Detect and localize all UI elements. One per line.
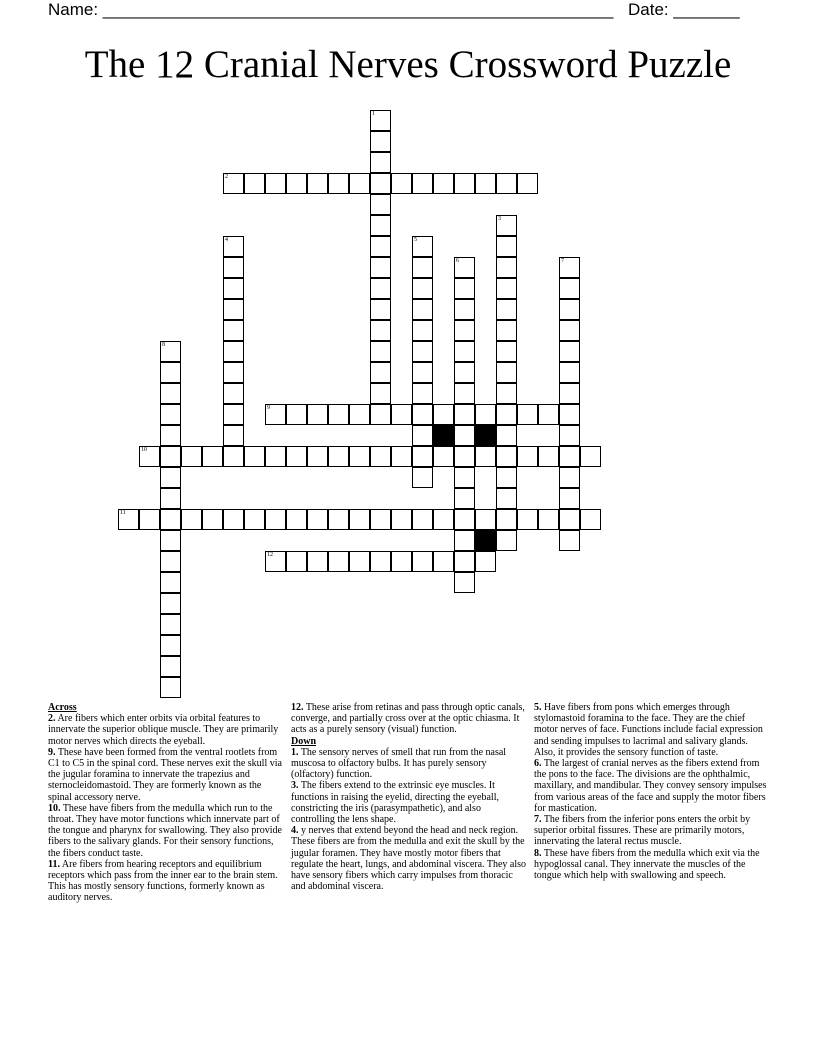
black-cell	[475, 425, 496, 446]
clue-number: 5	[414, 237, 417, 243]
crossword-cell[interactable]	[496, 173, 517, 194]
crossword-cell[interactable]	[496, 383, 517, 404]
crossword-cell[interactable]	[349, 551, 370, 572]
crossword-cell[interactable]	[223, 383, 244, 404]
crossword-cell[interactable]	[370, 152, 391, 173]
crossword-cell[interactable]	[412, 509, 433, 530]
crossword-cell[interactable]	[412, 383, 433, 404]
crossword-cell[interactable]	[307, 404, 328, 425]
crossword-cell[interactable]	[370, 551, 391, 572]
crossword-cell[interactable]	[370, 257, 391, 278]
clue-number: 3	[498, 216, 501, 222]
crossword-cell[interactable]	[412, 299, 433, 320]
crossword-cell[interactable]	[370, 320, 391, 341]
clue-down-7: 7. The fibers from the inferior pons enters the orbit by superior orbital fissures. These are primarily motors, innervating the lateral rectus muscle.	[534, 814, 751, 848]
crossword-cell[interactable]	[412, 467, 433, 488]
crossword-cell[interactable]	[391, 173, 412, 194]
crossword-cell[interactable]	[454, 404, 475, 425]
crossword-cell[interactable]	[559, 509, 580, 530]
crossword-cell[interactable]	[412, 278, 433, 299]
crossword-cell[interactable]	[370, 383, 391, 404]
crossword-cell[interactable]	[517, 509, 538, 530]
crossword-cell[interactable]	[349, 509, 370, 530]
clue-across-9: 9. These have been formed from the ventral rootlets from C1 to C5 in the spinal cord. These nerves exit the skull via the jugular foramina to innervate the trapezius and sternocleidomastoid. They are formerly known as the spinal accessory nerve.	[48, 746, 282, 803]
crossword-cell[interactable]	[454, 551, 475, 572]
crossword-cell[interactable]	[412, 236, 433, 257]
crossword-cell[interactable]	[223, 257, 244, 278]
crossword-cell[interactable]	[496, 530, 517, 551]
clue-across-2: 2. Are fibers which enter orbits via orbital features to innervate the superior oblique muscle. They are primarily motor nerves which directs the eyeball.	[48, 713, 279, 747]
crossword-cell[interactable]	[496, 425, 517, 446]
crossword-cell[interactable]	[412, 425, 433, 446]
crossword-cell[interactable]	[223, 299, 244, 320]
crossword-cell[interactable]	[559, 341, 580, 362]
crossword-cell[interactable]	[370, 173, 391, 194]
crossword-cell[interactable]	[370, 509, 391, 530]
crossword-cell[interactable]	[580, 446, 601, 467]
clue-down-5: 5. Have fibers from pons which emerges through stylomastoid foramina to the face. They are the chief motor nerves of face. Functions include facial expression and sending impulses to lacrimal and salivary glands. Also, it provides the sensory function of taste.	[534, 702, 763, 758]
crossword-cell[interactable]	[454, 362, 475, 383]
crossword-cell[interactable]	[160, 635, 181, 656]
crossword-cell[interactable]	[391, 404, 412, 425]
crossword-cell[interactable]	[181, 509, 202, 530]
clue-number: 6	[456, 258, 459, 264]
crossword-cell[interactable]	[223, 509, 244, 530]
crossword-cell[interactable]	[118, 509, 139, 530]
crossword-cell[interactable]	[454, 488, 475, 509]
crossword-cell[interactable]	[517, 173, 538, 194]
crossword-cell[interactable]	[559, 530, 580, 551]
crossword-cell[interactable]	[160, 383, 181, 404]
clue-number: 7	[561, 258, 564, 264]
clue-down-8: 8. These have fibers from the medulla which exit via the hypoglossal canal. They innervate the muscles of the tongue which help with swallowing and speech.	[534, 847, 760, 882]
crossword-cell[interactable]	[307, 446, 328, 467]
crossword-cell[interactable]	[454, 299, 475, 320]
crossword-cell[interactable]	[370, 446, 391, 467]
crossword-cell[interactable]	[454, 446, 475, 467]
crossword-cell[interactable]	[475, 551, 496, 572]
crossword-cell[interactable]	[223, 404, 244, 425]
crossword-cell[interactable]	[517, 446, 538, 467]
crossword-cell[interactable]	[433, 446, 454, 467]
crossword-cell[interactable]	[433, 551, 454, 572]
crossword-cell[interactable]	[559, 299, 580, 320]
crossword-cell[interactable]	[559, 257, 580, 278]
crossword-cell[interactable]	[349, 404, 370, 425]
crossword-cell[interactable]	[160, 656, 181, 677]
crossword-cell[interactable]	[286, 173, 307, 194]
clue-number: 12	[267, 552, 273, 558]
clue-down-6: 6. The largest of cranial nerves as the fibers extend from the pons to the face. The divisions are the ophthalmic, maxillary, and mandibular. They convey sensory impulses from various areas of the face and supply the motor fibers for mastication.	[534, 758, 767, 814]
crossword-cell[interactable]	[454, 257, 475, 278]
crossword-cell[interactable]	[370, 341, 391, 362]
clue-across-11: 11. Are fibers from hearing receptors and equilibrium receptors which pass from the inner ear to the brain stem. This has mostly sensory functions, formerly known as auditory nerves.	[48, 858, 278, 904]
clue-across-12: 12. These arise from retinas and pass through optic canals, converge, and partially cross over at the optic chiasma. It acts as a purely sensory (visual) function.	[291, 702, 525, 736]
crossword-cell[interactable]	[433, 509, 454, 530]
crossword-cell[interactable]	[223, 362, 244, 383]
crossword-cell[interactable]	[412, 341, 433, 362]
crossword-cell[interactable]	[307, 551, 328, 572]
clues-column-3	[534, 702, 770, 881]
crossword-cell[interactable]	[223, 278, 244, 299]
crossword-cell[interactable]	[223, 425, 244, 446]
crossword-cell[interactable]	[286, 446, 307, 467]
crossword-cell[interactable]	[559, 278, 580, 299]
crossword-cell[interactable]	[496, 236, 517, 257]
crossword-cell[interactable]	[559, 404, 580, 425]
crossword-cell[interactable]	[412, 404, 433, 425]
crossword-cell[interactable]	[265, 173, 286, 194]
crossword-cell[interactable]	[349, 173, 370, 194]
crossword-cell[interactable]	[370, 278, 391, 299]
crossword-cell[interactable]	[454, 383, 475, 404]
crossword-cell[interactable]	[496, 320, 517, 341]
crossword-cell[interactable]	[223, 173, 244, 194]
crossword-cell[interactable]	[496, 215, 517, 236]
crossword-cell[interactable]	[160, 362, 181, 383]
crossword-cell[interactable]	[307, 173, 328, 194]
crossword-cell[interactable]	[160, 551, 181, 572]
crossword-cell[interactable]	[160, 572, 181, 593]
crossword-cell[interactable]	[496, 446, 517, 467]
crossword-cell[interactable]	[496, 278, 517, 299]
crossword-cell[interactable]	[328, 404, 349, 425]
clue-number: 4	[225, 237, 228, 243]
crossword-cell[interactable]	[580, 509, 601, 530]
clue-down-3: 3. The fibers extend to the extrinsic eye muscles. It functions in raising the eyelid, directing the eyeball, constricting the iris (parasympathetic), and also controlling the lens shape.	[291, 780, 499, 826]
black-cell	[433, 425, 454, 446]
clues-column-1	[48, 702, 284, 904]
crossword-cell[interactable]	[370, 236, 391, 257]
crossword-cell[interactable]	[475, 173, 496, 194]
crossword-cell[interactable]	[454, 509, 475, 530]
crossword-cell[interactable]	[328, 509, 349, 530]
crossword-cell[interactable]	[391, 446, 412, 467]
across-heading: Across	[48, 702, 77, 713]
crossword-cell[interactable]	[412, 362, 433, 383]
crossword-cell[interactable]	[265, 404, 286, 425]
crossword-cell[interactable]	[202, 446, 223, 467]
crossword-cell[interactable]	[370, 110, 391, 131]
crossword-cell[interactable]	[244, 509, 265, 530]
crossword-cell[interactable]	[160, 425, 181, 446]
crossword-cell[interactable]	[265, 446, 286, 467]
crossword-cell[interactable]	[496, 341, 517, 362]
crossword-cell[interactable]	[559, 446, 580, 467]
crossword-cell[interactable]	[160, 488, 181, 509]
crossword-cell[interactable]	[160, 341, 181, 362]
crossword-cell[interactable]	[160, 530, 181, 551]
crossword-cell[interactable]	[370, 362, 391, 383]
crossword-cell[interactable]	[559, 488, 580, 509]
crossword-cell[interactable]	[412, 257, 433, 278]
crossword-cell[interactable]	[454, 425, 475, 446]
crossword-cell[interactable]	[160, 467, 181, 488]
crossword-cell[interactable]	[370, 299, 391, 320]
crossword-cell[interactable]	[265, 509, 286, 530]
crossword-cell[interactable]	[265, 551, 286, 572]
crossword-cell[interactable]	[412, 446, 433, 467]
crossword-cell[interactable]	[223, 236, 244, 257]
crossword-cell[interactable]	[307, 509, 328, 530]
crossword-cell[interactable]	[328, 551, 349, 572]
clue-down-1: 1. The sensory nerves of smell that run from the nasal muscosa to olfactory bulbs. It has purely sensory (olfactory) function.	[291, 746, 507, 781]
crossword-cell[interactable]	[139, 509, 160, 530]
clue-across-10: 10. These have fibers from the medulla which run to the throat. They have motor functions which innervate part of the tongue and pharynx for swallowing. They also provide fibers to the salivary glands. For their sensory functions, the fibers conduct taste.	[48, 802, 282, 859]
clue-number: 9	[267, 405, 270, 411]
crossword-cell[interactable]	[454, 173, 475, 194]
crossword-cell[interactable]	[160, 446, 181, 467]
crossword-cell[interactable]	[286, 509, 307, 530]
crossword-cell[interactable]	[244, 446, 265, 467]
crossword-cell[interactable]	[160, 677, 181, 698]
clue-number: 10	[141, 447, 147, 453]
crossword-cell[interactable]	[370, 131, 391, 152]
crossword-cell[interactable]	[433, 173, 454, 194]
crossword-cell[interactable]	[496, 257, 517, 278]
crossword-cell[interactable]	[433, 404, 454, 425]
crossword-cell[interactable]	[454, 278, 475, 299]
crossword-cell[interactable]	[559, 425, 580, 446]
clue-number: 8	[162, 342, 165, 348]
crossword-cell[interactable]	[538, 446, 559, 467]
crossword-cell[interactable]	[517, 404, 538, 425]
crossword-cell[interactable]	[475, 446, 496, 467]
crossword-cell[interactable]	[160, 509, 181, 530]
crossword-cell[interactable]	[496, 404, 517, 425]
crossword-cell[interactable]	[496, 467, 517, 488]
crossword-cell[interactable]	[475, 404, 496, 425]
crossword-cell[interactable]	[454, 320, 475, 341]
crossword-cell[interactable]	[160, 593, 181, 614]
crossword-cell[interactable]	[370, 404, 391, 425]
crossword-cell[interactable]	[349, 446, 370, 467]
crossword-cell[interactable]	[328, 446, 349, 467]
crossword-cell[interactable]	[496, 488, 517, 509]
crossword-cell[interactable]	[286, 551, 307, 572]
crossword-cell[interactable]	[538, 509, 559, 530]
page-title: The 12 Cranial Nerves Crossword Puzzle	[84, 43, 732, 86]
crossword-cell[interactable]	[559, 362, 580, 383]
crossword-cell[interactable]	[475, 509, 496, 530]
crossword-cell[interactable]	[454, 467, 475, 488]
crossword-cell[interactable]	[559, 320, 580, 341]
clue-number: 1	[372, 111, 375, 117]
black-cell	[475, 530, 496, 551]
crossword-cell[interactable]	[160, 614, 181, 635]
clues-column-2	[291, 702, 527, 892]
crossword-cell[interactable]	[496, 362, 517, 383]
crossword-cell[interactable]	[412, 551, 433, 572]
crossword-cell[interactable]	[538, 404, 559, 425]
crossword-cell[interactable]	[454, 530, 475, 551]
crossword-cell[interactable]	[160, 404, 181, 425]
clue-number: 2	[225, 174, 228, 180]
crossword-cell[interactable]	[370, 194, 391, 215]
crossword-cell[interactable]	[223, 446, 244, 467]
crossword-cell[interactable]	[559, 467, 580, 488]
name-line: Name: ______________________________________________________	[48, 0, 614, 19]
crossword-cell[interactable]	[391, 551, 412, 572]
crossword-cell[interactable]	[496, 299, 517, 320]
crossword-cell[interactable]	[223, 341, 244, 362]
crossword-cell[interactable]	[496, 509, 517, 530]
crossword-cell[interactable]	[244, 173, 265, 194]
crossword-cell[interactable]	[559, 383, 580, 404]
clue-number: 11	[120, 510, 126, 516]
crossword-cell[interactable]	[412, 173, 433, 194]
crossword-cell[interactable]	[412, 320, 433, 341]
down-heading: Down	[291, 735, 317, 747]
crossword-cell[interactable]	[328, 173, 349, 194]
date-line: Date: _______	[628, 0, 740, 19]
crossword-cell[interactable]	[454, 572, 475, 593]
crossword-cell[interactable]	[454, 341, 475, 362]
crossword-cell[interactable]	[286, 404, 307, 425]
crossword-cell[interactable]	[391, 509, 412, 530]
crossword-cell[interactable]	[139, 446, 160, 467]
clue-down-4: 4. y nerves that extend beyond the head and neck region. These fibers are from the medulla and exit the skull by the jugular foramen. They have mostly motor fibers that regulate the heart, lungs, and abdominal viscera. They also have sensory fibers which carry impulses from thoracic and abdominal viscera.	[291, 825, 527, 893]
crossword-cell[interactable]	[181, 446, 202, 467]
crossword-cell[interactable]	[223, 320, 244, 341]
crossword-cell[interactable]	[370, 215, 391, 236]
crossword-cell[interactable]	[202, 509, 223, 530]
